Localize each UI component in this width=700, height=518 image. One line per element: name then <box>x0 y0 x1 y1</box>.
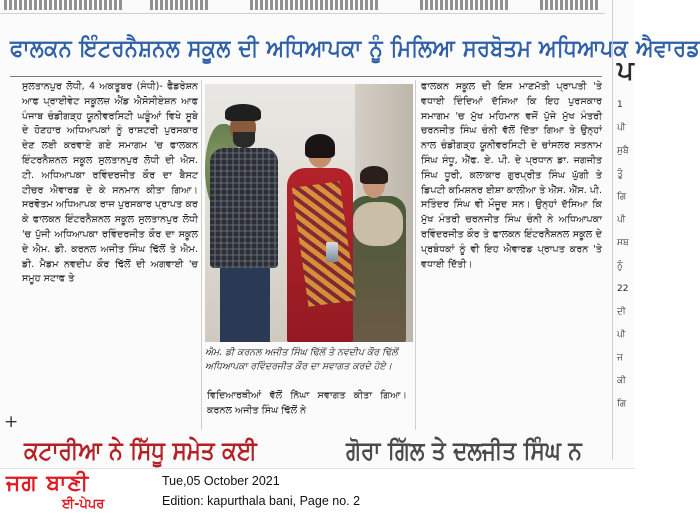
adjacent-text-fragment: ਨੂੰ <box>617 261 623 271</box>
adjacent-text-fragment: ਗਿ <box>617 399 627 409</box>
photo-caption: ਐਮ. ਡੀ ਕਰਨਲ ਅਜੀਤ ਸਿੰਘ ਢਿੱਲੋਂ ਤੇ ਨਵਦੀਪ ਕੌਰ ਢਿੱਲੋਂ ਅਧਿਆਪਕਾ ਰਵਿੰਦਰਜੀਤ ਕੌਰ ਦਾ ਸਵਾਗਤ ਕਰਦੇ ਹੋਏ। <box>205 347 398 372</box>
article-column-2: ਵਿਦਿਆਰਥੀਆਂ ਵੱਲੋਂ ਨਿੱਘਾ ਸਵਾਗਤ ਕੀਤਾ ਗਿਆ। ਕਰਨਲ ਅਜੀਤ ਸਿੰਘ ਢਿੱਲੋਂ ਨੇ <box>207 390 407 416</box>
article-headline: ਫਾਲਕਨ ਇੰਟਰਨੈਸ਼ਨਲ ਸਕੂਲ ਦੀ ਅਧਿਆਪਕਾ ਨੂੰ ਮਿਲਿਆ ਸਰਬੋਤਮ ਅਧਿਆਪਕ ਐਵਾਰਡ <box>10 34 700 62</box>
previous-article-strip <box>0 0 605 14</box>
article-column-3: ਫਾਲਕਨ ਸਕੂਲ ਦੀ ਇਸ ਮਾਣਮੱਤੀ ਪ੍ਰਾਪਤੀ 'ਤੇ ਵਧਾਈ ਦਿੰਦਿਆਂ ਦੱਸਿਆ ਕਿ ਇਹ ਪੁਰਸਕਾਰ ਸਮਾਗਮ 'ਚ ਮੁੱਖ ਮਹਿਮਾਨ ਵਜੋਂ ਪੁੱਜੇ ਮੁੱਖ ਮੰਤਰੀ ਚਰਨਜੀਤ ਸਿੰਘ ਚੰਨੀ ਵੱਲੋਂ ਦਿੱਤਾ ਗਿਆ ਤੇ ਉਨ੍ਹਾਂ ਨਾਲ ਚੰਡੀਗੜ੍ਹ ਯੂਨੀਵਰਸਿਟੀ ਦੇ ਚਾਂਸਲਰ ਸਤਨਾਮ ਸਿੰਘ ਸੰਧੂ, ਐੱਫ. ਏ. ਪੀ. ਦੇ ਪ੍ਰਧਾਨ ਡਾ. ਜਗਜੀਤ ਸਿੰਘ ਧੂਰੀ, ਕਲਾਕਾਰ ਗੁਰਪ੍ਰੀਤ ਸਿੰਘ ਘੁੱਗੀ ਤੇ ਡਿਪਟੀ ਕਮਿਸ਼ਨਰ ਈਸ਼ਾ ਕਾਲੀਆ ਤੇ ਐੱਸ. ਐੱਸ. ਪੀ. ਸਤਿੰਦਰ ਸਿੰਘ ਵੀ ਮੌਜੂਦ ਸਨ। ਉਨ੍ਹਾਂ ਦੱਸਿਆ ਕਿ ਮੁੱਖ ਮੰਤਰੀ ਚਰਨਜੀਤ ਸਿੰਘ ਚੰਨੀ ਨੇ ਅਧਿਆਪਕਾ ਰਵਿੰਦਰਜੀਤ ਕੌਰ ਤੇ ਫਾਲਕਨ ਇੰਟਰਨੈਸ਼ਨਲ ਸਕੂਲ ਦੇ ਪ੍ਰਬੰਧਕਾਂ ਨੂੰ ਵੀ ਇਹ ਐਵਾਰਡ ਪ੍ਰਾਪਤ ਕਰਨ 'ਤੇ ਵਧਾਈ ਦਿੱਤੀ। <box>421 81 602 270</box>
jagbani-logo[interactable] <box>0 471 158 517</box>
epaper-footer <box>0 468 635 518</box>
column-divider <box>415 80 416 430</box>
adjacent-text-fragment: ਦੀ <box>617 307 626 317</box>
edition-info: Edition: kapurthala bani, Page no. 2 <box>162 494 361 508</box>
headline-divider <box>10 76 602 77</box>
logo-title: ਜਗ ਬਾਣੀ <box>6 471 90 496</box>
article-photo <box>205 84 413 342</box>
adjacent-text-fragment: ਸਬ <box>617 238 629 248</box>
adjacent-text-fragment: 22 <box>617 284 629 294</box>
next-headlines-strip <box>0 434 635 468</box>
article-column-1: ਸੁਲਤਾਨਪੁਰ ਲੋਧੀ, 4 ਅਕਤੂਬਰ (ਸੰਧੀ)- ਫੈਡਰੇਸ਼ਨ ਆਫ ਪ੍ਰਾਈਵੇਟ ਸਕੂਲਜ਼ ਐਂਡ ਐਸੋਸੀਏਸ਼ਨ ਆਫ ਪੰਜਾਬ ਚੰਡੀਗੜ੍ਹ ਯੂਨੀਵਰਸਿਟੀ ਘੜੂੰਆਂ ਵਿਖੇ ਸੂਬੇ ਦੇ ਹੋਣਹਾਰ ਅਧਿਆਪਕਾਂ ਨੂੰ ਰਾਸ਼ਟਰੀ ਪੁਰਸਕਾਰ ਦੇਣ ਲਈ ਕਰਵਾਏ ਗਏ ਸਮਾਗਮ 'ਚ ਫਾਲਕਨ ਇੰਟਰਨੈਸ਼ਨਲ ਸਕੂਲ ਸੁਲਤਾਨਪੁਰ ਲੋਧੀ ਦੀ ਐਸ. ਟੀ. ਅਧਿਆਪਕਾ ਰਵਿੰਦਰਜੀਤ ਕੌਰ ਦਾ ਬੈਸਟ ਟੀਚਰ ਐਵਾਰਡ ਦੇ ਕੇ ਸਨਮਾਨ ਕੀਤਾ ਗਿਆ। ਸਰਵੋਤਮ ਅਧਿਆਪਕ ਰਾਜ ਪੁਰਸਕਾਰ ਪ੍ਰਾਪਤ ਕਰ ਕੇ ਫਾਲਕਨ ਇੰਟਰਨੈਸ਼ਨਲ ਸਕੂਲ ਸੁਲਤਾਨਪੁਰ ਲੋਧੀ 'ਚ ਪੁੱਜੀ ਅਧਿਆਪਕਾ ਰਵਿੰਦਰਜੀਤ ਕੌਰ ਦਾ ਸਕੂਲ ਦੇ ਐਮ. ਡੀ. ਕਰਨਲ ਅਜੀਤ ਸਿੰਘ ਢਿੱਲੋਂ ਤੇ ਐਮ. ਡੀ. ਮੈਡਮ ਨਵਦੀਪ ਕੌਰ ਢਿੱਲੋਂ ਦੀ ਅਗਵਾਈ 'ਚ ਸਮੂਹ ਸਟਾਫ ਤੇ <box>22 81 198 285</box>
adjacent-text-fragment: ਪੀ <box>617 123 626 133</box>
adjacent-text-fragment: ਕੀ <box>617 376 626 386</box>
adjacent-text-fragment: ਗਿ <box>617 192 627 202</box>
adjacent-text-fragment: ਜ <box>617 353 623 363</box>
bottom-headline-left: ਕਟਾਰੀਆ ਨੇ ਸਿੱਧੂ ਸਮੇਤ ਕਈ <box>24 436 257 465</box>
adjacent-text-fragment: ਪੀ <box>617 215 626 225</box>
adjacent-article-clipped <box>612 0 635 460</box>
adjacent-text-fragment: 1 <box>617 100 623 110</box>
logo-subtitle: ਈ-ਪੇਪਰ <box>62 497 105 512</box>
edition-date: Tue,05 October 2021 <box>162 474 280 488</box>
column-divider <box>201 80 202 430</box>
plus-icon: + <box>4 412 19 432</box>
adjacent-text-fragment: ਪੀ <box>617 330 626 340</box>
adjacent-text-fragment: ਸੁਬੈ <box>617 146 629 156</box>
adjacent-headline-fragment: ਪ <box>617 56 634 86</box>
adjacent-text-fragment: ਤੂੰ <box>617 169 623 179</box>
award-trophy <box>326 242 338 262</box>
bottom-headline-right: ਗੋਰਾ ਗਿੱਲ ਤੇ ਦਲਜੀਤ ਸਿੰਘ ਨ <box>346 436 582 465</box>
